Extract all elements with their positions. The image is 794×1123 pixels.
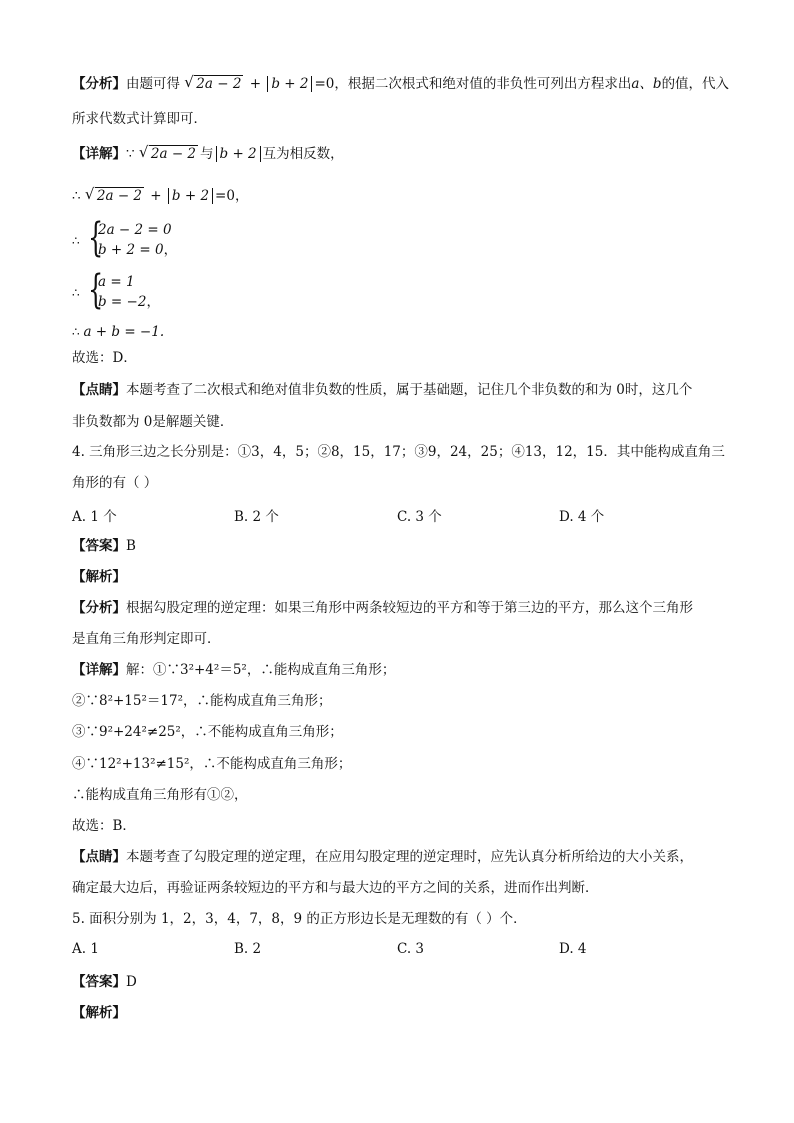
q5-answer: 【答案】D: [72, 974, 137, 990]
q5-option-b: B. 2: [234, 941, 262, 957]
q4-analysis-tag: 【解析】: [72, 569, 126, 585]
absolute-value: b + 2: [168, 188, 213, 204]
analysis-tag: 【分析】: [72, 76, 126, 92]
q5-analysis-tag: 【解析】: [72, 1005, 126, 1021]
q5-option-a: A. 1: [72, 941, 99, 957]
q4-detail-5: ∴能构成直角三角形有①②，: [72, 787, 248, 803]
therefore-symbol: ∴: [72, 286, 80, 300]
q5-option-c: C. 3: [397, 941, 425, 957]
q4-fx-line-1: 【分析】根据勾股定理的逆定理：如果三角形中两条较短边的平方和等于第三边的平方，那么这个三角形: [72, 600, 693, 616]
q5-line-1: 5. 面积分别为 1，2，3，4，7，8，9 的正方形边长是无理数的有（ ）个．: [72, 911, 527, 927]
q4-answer: 【答案】B: [72, 538, 136, 554]
detail-choice: 故选：D．: [72, 350, 137, 366]
q4-option-a: A. 1 个: [72, 509, 117, 525]
absolute-value: b + 2: [216, 146, 261, 162]
q4-detail-2: ②∵8²+15²＝17²，∴能构成直角三角形；: [72, 693, 332, 709]
q4-fx-line-2: 是直角三角形判定即可．: [72, 631, 221, 647]
q4-detail-4: ④∵12²+13²≠15²，∴不能构成直角三角形；: [72, 756, 352, 772]
q4-line-1: 4. 三角形三边之长分别是：①3，4，5；②8，15，17；③9，24，25；④13，12，15．其中能构成直角三: [72, 444, 725, 460]
q4-option-b: B. 2 个: [234, 509, 279, 525]
q4-option-c: C. 3 个: [397, 509, 442, 525]
system-2: a = 1 b = −2，: [98, 274, 160, 310]
detail-line-1: 【详解】∵ √ 2a − 2 与 b + 2 互为相反数，: [72, 144, 344, 164]
radical: √ 2a − 2: [139, 144, 198, 164]
q4-line-2: 角形的有（ ）: [72, 475, 158, 491]
comment-line-2: 非负数都为 0是解题关键．: [72, 414, 234, 430]
q5-option-d: D. 4: [559, 941, 587, 957]
absolute-value: b + 2: [267, 76, 312, 92]
q4-option-d: D. 4 个: [559, 509, 605, 525]
detail-final: ∴ a + b = −1.: [72, 324, 165, 340]
q4-comment-1: 【点睛】本题考查了勾股定理的逆定理，在应用勾股定理的逆定理时，应先认真分析所给边的大小关系，: [72, 849, 693, 865]
system-1: 2a − 2 = 0 b + 2 = 0，: [98, 222, 178, 258]
q4-detail-3: ③∵9²+24²≠25²，∴不能构成直角三角形；: [72, 724, 343, 740]
analysis-line-2: 所求代数式计算即可．: [72, 111, 207, 127]
comment-line-1: 【点睛】本题考查了二次根式和绝对值非负数的性质，属于基础题，记住几个非负数的和为 0时，这几个: [72, 382, 693, 398]
q4-detail-6: 故选：B．: [72, 818, 136, 834]
q4-detail-1: 【详解】解：①∵3²+4²＝5²，∴能构成直角三角形；: [72, 662, 396, 678]
brace: {: [88, 215, 104, 261]
detail-line-2: ∴ √ 2a − 2 + b + 2 =0，: [72, 186, 248, 206]
analysis-line-1: 【分析】由题可得 √ 2a − 2 + b + 2 =0，根据二次根式和绝对值的非负性可列出方程求出a、b的值，代入: [72, 74, 729, 94]
therefore-symbol: ∴: [72, 234, 80, 248]
q4-comment-2: 确定最大边后，再验证两条较短边的平方和与最大边的平方之间的关系，进而作出判断．: [72, 880, 599, 896]
brace: {: [88, 267, 104, 313]
radical: √ 2a − 2: [85, 186, 144, 206]
radical: √ 2a − 2: [184, 74, 243, 94]
